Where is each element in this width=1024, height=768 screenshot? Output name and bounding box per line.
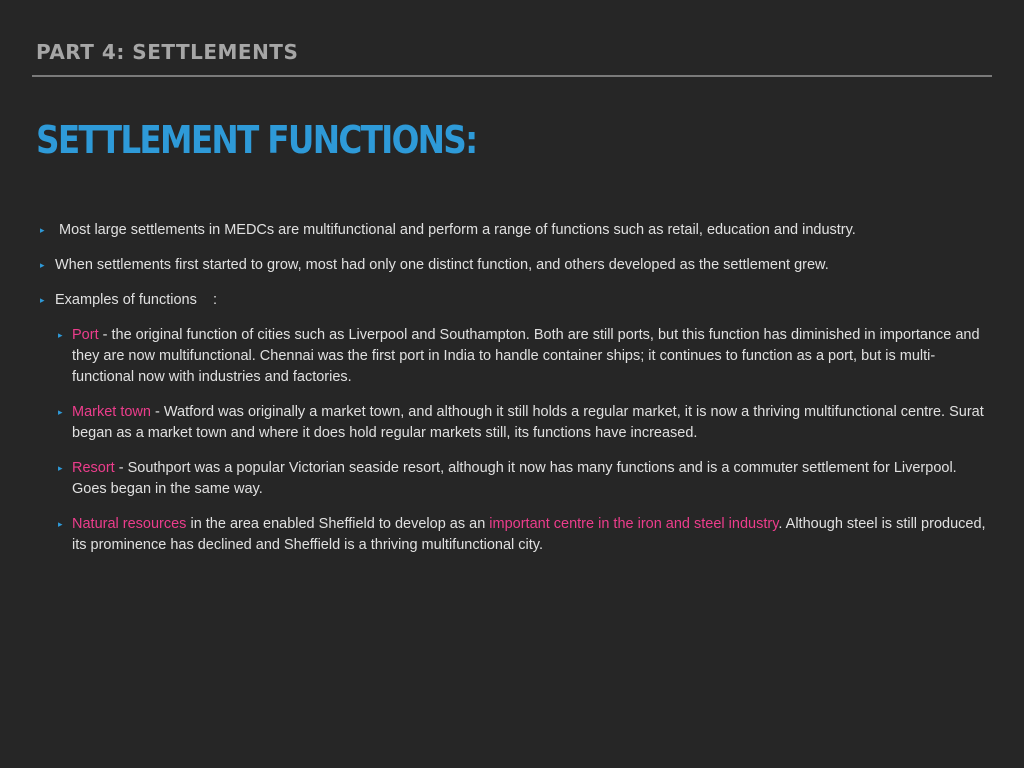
triangle-right-icon: ▸	[40, 260, 45, 270]
triangle-right-icon: ▸	[58, 407, 63, 417]
bullet-text: When settlements first started to grow, most had only one distinct function, and others developed as the settlement grew.	[55, 257, 829, 273]
slide-content	[40, 220, 990, 570]
section-header: PART 4: SETTLEMENTS	[36, 40, 299, 64]
function-term: Port	[72, 327, 99, 343]
function-description: - Watford was originally a market town, and although it still holds a regular market, it is now a thriving multifunctional centre. Surat began as a market town and where it does hold regular markets still, its functions have increased.	[72, 404, 984, 441]
example-natural-resources	[58, 514, 990, 556]
bullet-text: Examples of functions :	[55, 292, 217, 308]
slide-title: SETTLEMENT FUNCTIONS:	[36, 118, 477, 162]
example-market-town	[58, 402, 990, 444]
triangle-right-icon: ▸	[58, 519, 63, 529]
triangle-right-icon: ▸	[58, 463, 63, 473]
function-description-end: . Although steel is still produced, its prominence has declined and Sheffield is a thriving multifunctional city.	[72, 516, 986, 553]
triangle-right-icon: ▸	[40, 225, 45, 235]
example-resort	[58, 458, 990, 500]
bullet-list	[40, 220, 990, 556]
example-port	[58, 325, 990, 388]
function-term: Market town	[72, 404, 151, 420]
triangle-right-icon: ▸	[40, 295, 45, 305]
function-term-secondary: important centre in the iron and steel industry	[489, 516, 779, 532]
bullet-text: Most large settlements in MEDCs are multifunctional and perform a range of functions such as retail, education and industry.	[59, 222, 856, 238]
bullet-multifunctional	[40, 220, 990, 241]
function-term: Resort	[72, 460, 115, 476]
function-term: Natural resources	[72, 516, 187, 532]
bullet-growth	[40, 255, 990, 276]
function-description: - Southport was a popular Victorian seaside resort, although it now has many functions and is a commuter settlement for Liverpool. Goes began in the same way.	[72, 460, 957, 497]
function-description: in the area enabled Sheffield to develop as an	[186, 516, 490, 532]
function-description: - the original function of cities such as Liverpool and Southampton. Both are still ports, but this function has diminished in importance and they are now multifunctional. Chennai was the first port in India to handle container ships; it continues to function as a port, but is multi-functional now with industries and factories.	[72, 327, 980, 385]
triangle-right-icon: ▸	[58, 330, 63, 340]
bullet-examples	[40, 290, 990, 311]
header-divider	[32, 75, 992, 77]
